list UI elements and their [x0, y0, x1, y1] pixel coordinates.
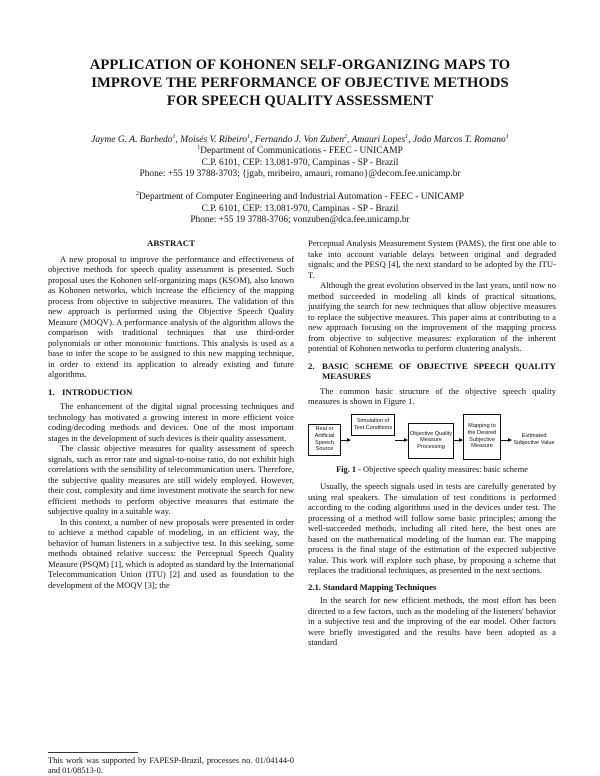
- author-affiliation-mark: 1: [405, 134, 409, 140]
- author-name: Jayme G. A. Barbedo: [91, 135, 173, 146]
- funding-footnote: This work was supported by FAPESP-Brazil, processes no. 01/04144-0 and 01/08513-0.: [48, 756, 294, 775]
- affiliation-address: C.P. 6101, CEP: 13.081-970, Campinas - SP - Brazil: [201, 157, 399, 168]
- diagram-arrow: [395, 440, 407, 441]
- section2-paragraph-2: Usually, the speech signals used in tests are carefully generated by using real speakers. The simulation of test conditions is performed according to the coding algorithms used in the devices under test. The processing of a method will follow some basic principles; among the well-succeeded methods, including all cited here, the best ones are based on the mathematical modeling of the human ear. The mapping process is the final stage of the estimation of the expected subjective value. This work will explore such phase, by proposing a scheme that replaces the traditional techniques, as presented in the next sections.: [308, 481, 556, 575]
- diagram-label-subjective-value: Estimated Subjective Value: [513, 432, 555, 446]
- affiliation-2: [20, 189, 580, 227]
- affiliation-mark: 2: [136, 191, 140, 197]
- section21-paragraph-1: In the search for new efficient methods, the most effort has been directed to a few factors, such as the modeling of the listeners' behavior in a subjective test and the improving of the ear model. Other factors were briefly investigated and the results have been adopted as a standard: [308, 595, 556, 647]
- author-name: Amauri Lopes: [351, 135, 406, 146]
- author-list: Jayme G. A. Barbedo$^1$, Moisés V. Ribeiro$^1$, Fernando J. Von Zuben$^2$, Amauri Lopes$^1$, João Marcos T. Romano$^1$: [91, 134, 509, 146]
- figure-1-caption: [308, 465, 556, 476]
- diagram-arrow: [341, 440, 350, 441]
- intro-paragraph-3-continued: Perceptual Analysis Measurement System (PAMS), the first one able to take into account variable delays between original and degraded signals; and the PESQ [4], the next standard to be adopted by the ITU-T.: [308, 238, 556, 280]
- section-heading-introduction: [48, 387, 294, 398]
- footnote-divider: [48, 752, 138, 753]
- author-affiliation-mark: 2: [343, 134, 347, 140]
- author-affiliation-mark: 1: [247, 134, 251, 140]
- left-column: [48, 238, 294, 590]
- author-name: Moisés V. Ribeiro: [180, 135, 248, 146]
- diagram-box-mapping: Mapping to the Desired Subjective Measure: [463, 414, 501, 460]
- section-heading-basic-scheme: [308, 361, 556, 382]
- section-title: BASIC SCHEME OF OBJECTIVE SPEECH QUALITY MEASURES: [322, 360, 556, 381]
- affiliation-department: Department of Computer Engineering and Industrial Automation - FEEC - UNICAMP: [139, 192, 464, 203]
- affiliation-contact: Phone: +55 19 3788-3706; vonzuben@dca.fee.unicamp.br: [190, 215, 410, 226]
- title-line-3: FOR SPEECH QUALITY ASSESSMENT: [166, 93, 434, 109]
- diagram-arrow: [454, 440, 462, 441]
- diagram-box-test-conditions: Simulation of Test Conditions: [351, 414, 395, 436]
- affiliation-contact: Phone: +55 19 3788-3703; {jgab, mribeiro, amauri, romano}@decom.fee.unicamp.br: [139, 169, 461, 180]
- figure-1-diagram: [308, 411, 556, 463]
- intro-paragraph-3: In this context, a number of new proposals were presented in order to achieve a method capable of modeling, in an efficient way, the behavior of human listeners in a subjective test. In this seeking, some methods obtained relative success: the Perceptual Speech Quality Measure (PSQM) [1], which is adopted as standard by the International Telecommunication Union (ITU) [2] and used as foundation to the development of the MOQV [3]; the: [48, 516, 294, 590]
- diagram-box-speech-source: Real or Artificial Speech Source: [308, 424, 341, 456]
- affiliation-address: C.P. 6101, CEP: 13.081-970, Campinas - SP - Brazil: [201, 203, 399, 214]
- affiliation-department: Department of Communications - FEEC - UNICAMP: [200, 146, 403, 157]
- section2-paragraph-1: The common basic structure of the objective speech quality measures is shown in Figure 1.: [308, 385, 556, 406]
- author-name: João Marcos T. Romano: [412, 135, 506, 146]
- affiliation-mark: 1: [197, 145, 201, 151]
- subsection-heading-standard-mapping: 2.1. Standard Mapping Techniques: [308, 581, 437, 592]
- right-column: [308, 238, 556, 648]
- title-line-1: APPLICATION OF KOHONEN SELF-ORGANIZING MAPS TO: [89, 57, 511, 73]
- diagram-arrow: [501, 440, 511, 441]
- author-affiliation-mark: 1: [505, 134, 509, 140]
- figure-caption-label: Fig. 1 -: [336, 464, 361, 474]
- author-affiliation-mark: 1: [172, 134, 176, 140]
- section-number: 1.: [48, 386, 55, 397]
- abstract-text: A new proposal to improve the performance and effectiveness of objective methods for speech quality assessment is presented. Such proposal uses the Kohonen self-organizing maps (KSOM), also known as Kohonen networks, which increase the efficiency of the mapping process from objective to subjective measures. The validation of this new approach is performed using the Objective Speech Quality Measure (MOQV). A performance analysis of the algorithm allows the comparison with traditional techniques that use third-order polynomials or other monotonic functions. This analysis is used as a base to infer the scope to be assigned to this new mapping technique, in order to extend its application to already existing and future algorithms.: [48, 253, 294, 379]
- abstract-heading: ABSTRACT: [147, 238, 195, 248]
- section-number: 2.: [308, 360, 315, 371]
- intro-paragraph-4: Although the great evolution observed in the last years, until now no method succeeded in modeling all kinds of practical situations, justifying the search for new techniques that allow objective measures to replace the subjective measures. This paper aims at contributing to a new approach focusing on the improvement of the mapping process from objective to subjective measures: exploration of the inherent potential of Kohonen networks to perform clustering analysis.: [308, 280, 556, 353]
- section-title: INTRODUCTION: [62, 386, 133, 397]
- affiliation-1: [20, 143, 580, 181]
- figure-caption-text: Objective speech quality measures: basic scheme: [363, 464, 528, 474]
- diagram-box-quality-measure: Objective Quality Measure Processing: [408, 423, 454, 459]
- author-name: Fernando J. Von Zuben: [254, 135, 344, 146]
- intro-paragraph-1: The enhancement of the digital signal processing techniques and technology has motivated a growing interest in more efficient voice coding/decoding methods and devices. One of the most important stages in the development of such devices is their quality assessment.: [48, 401, 294, 443]
- intro-paragraph-2: The classic objective measures for quality assessment of speech signals, such as error rate and signal-to-noise ratio, do not exhibit high correlations with the sensibility of telecommunication users. Therefore, the subjective quality measures are still widely employed. However, their cost, complexity and time investment motivate the search for new efficient methods to perform objective measures that estimate the subjective quality in a suitable way.: [48, 443, 294, 516]
- paper-title: [40, 56, 560, 110]
- title-line-2: IMPROVE THE PERFORMANCE OF OBJECTIVE METHODS: [91, 75, 509, 91]
